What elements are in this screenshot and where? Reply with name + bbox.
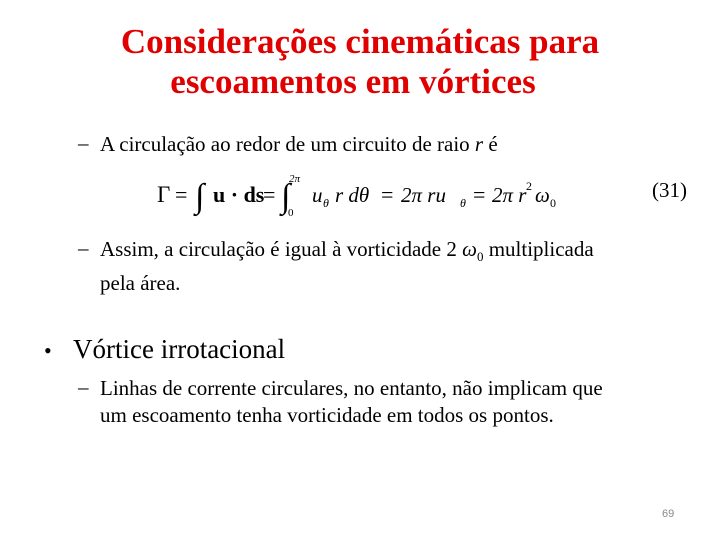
eq-rdtheta: r dθ	[335, 183, 370, 207]
svg-text:=: =	[175, 182, 188, 207]
eq-integral-1: ∫	[195, 178, 205, 215]
item2-line1-post: multiplicada	[488, 237, 594, 261]
bullet-text: Vórtice irrotacional	[73, 334, 286, 364]
item1-dash: –	[78, 131, 89, 155]
title-line-1: Considerações cinemáticas para	[120, 22, 600, 61]
eq-omega-sub: 0	[550, 196, 556, 210]
eq-omega: ω	[535, 183, 550, 207]
eq-rhs1: 2π ru	[401, 183, 446, 207]
item2-line1-pre: Assim, a circulação é igual à vorticidade 2	[100, 237, 457, 261]
eq-upper-limit: 2π	[289, 173, 301, 185]
item1-main: A circulação ao redor de um circuito de raio	[100, 132, 470, 156]
eq-rhs2: 2π r	[492, 183, 527, 207]
svg-text:=: =	[381, 182, 394, 207]
eq-rhs1-sub: θ	[460, 196, 466, 210]
item1-var: r	[474, 132, 484, 156]
item3-text	[100, 375, 603, 429]
item2-text	[100, 236, 594, 297]
equation-number: (31)	[652, 178, 687, 202]
item3-dash: –	[78, 375, 89, 399]
circulation-equation	[155, 170, 565, 218]
page-number: 69	[662, 508, 675, 520]
eq-integral-2: ∫	[281, 178, 291, 215]
eq-lower-limit: 0	[288, 207, 294, 218]
item2-omega: ω	[462, 237, 477, 261]
svg-text:=: =	[263, 182, 276, 207]
eq-integrand-1: u · ds	[213, 182, 265, 207]
item2-line-1	[100, 236, 594, 270]
item1-text	[100, 131, 498, 158]
item2-line-2: pela área.	[100, 271, 181, 296]
eq-gamma: Γ	[157, 182, 171, 207]
item1-end: é	[488, 132, 498, 156]
slide-title	[0, 22, 720, 102]
title-line-2: escoamentos em vórtices	[170, 62, 536, 101]
item3-line-2: um escoamento tenha vorticidade em todos os pontos.	[100, 403, 554, 427]
eq-u-sub: θ	[323, 196, 329, 210]
item2-omega-sub: 0	[476, 249, 484, 265]
bullet-symbol: •	[44, 338, 52, 363]
eq-u: u	[312, 183, 323, 207]
item3-line-1: Linhas de corrente circulares, no entanto, não implicam que	[100, 376, 603, 400]
eq-rhs2-sup: 2	[526, 179, 532, 193]
item2-dash: –	[78, 236, 89, 260]
svg-text:=: =	[473, 182, 486, 207]
